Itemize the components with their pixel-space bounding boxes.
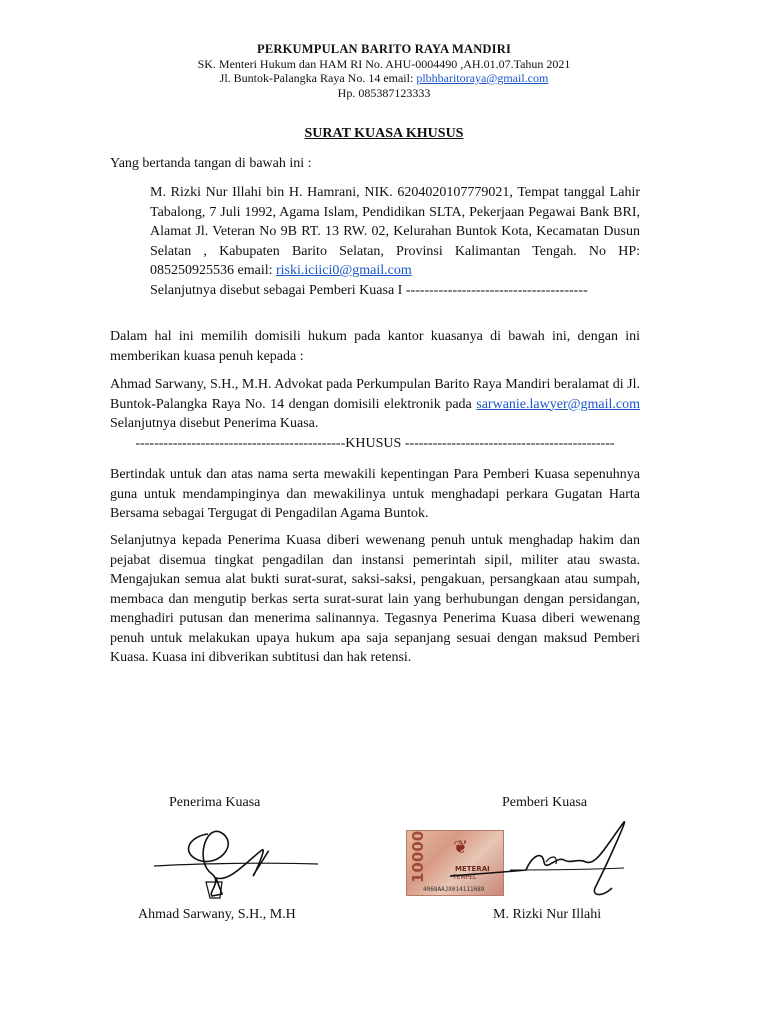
grantor-sign-label: Pemberi Kuasa <box>502 795 588 810</box>
address-line <box>0 71 768 86</box>
stamp-label-meterai: METERAI <box>455 865 490 873</box>
grantor-designation: Selanjutnya disebut sebagai Pemberi Kuasa I --------------------------------------- <box>150 282 588 298</box>
grantor-name: M. Rizki Nur Illahi <box>493 907 602 922</box>
grantee-suffix: Selanjutnya disebut Penerima Kuasa. <box>110 416 319 431</box>
grantee-sign-label: Penerima Kuasa <box>169 795 261 810</box>
decree-line: SK. Menteri Hukum dan HAM RI No. AHU-0004490 ,AH.01.07.Tahun 2021 <box>197 56 571 71</box>
grantor-details <box>150 183 640 281</box>
grantee-text: Ahmad Sarwany, S.H., M.H. Advokat pada Perkumpulan Barito Raya Mandiri beralamat di Jl. Buntok-Palangka Raya No. 14 dengan domisili elektronik pada <box>110 377 640 412</box>
intro-text: Yang bertanda tangan di bawah ini : <box>110 156 312 171</box>
grantee-block <box>110 375 640 434</box>
document-title: SURAT KUASA KHUSUS <box>304 126 464 141</box>
khusus-separator: ---------------------------------------------KHUSUS --------------------------------------------- <box>135 436 615 451</box>
grantor-block <box>110 183 640 300</box>
paragraph-authority: Selanjutnya kepada Penerima Kuasa diberi wewenang penuh untuk menghadap hakim dan pejabat disemua tingkat pengadilan dan instansi pemerintah sipil, militer atau swasta. Mengajukan semua alat bukti surat-surat, saksi-saksi, pengakuan, persangkaan atau sumpah, membaca dan mengutip berkas serta surat-surat lain yang berhubungan dengan persidangan, menghadiri putusan dan menerima salinannya. Tegasnya Penerima Kuasa diberi wewenang penuh untuk melakukan upaya hukum apa saja sepanjang sesuai dengan maksud Pemberi Kuasa. Kuasa ini dibverikan subtitusi dan hak retensi. <box>110 533 640 665</box>
letterhead <box>0 42 768 100</box>
grantor-email-link[interactable]: riski.iciici0@gmail.com <box>276 263 412 278</box>
stamp-label-tempel: TEMPEL <box>453 874 477 881</box>
stamp-value: 10000 <box>409 830 427 883</box>
paragraph-mandate: Bertindak untuk dan atas nama serta mewakili kepentingan Para Pemberi Kuasa sepenuhnya guna untuk mendampinginya dan mewakilinya untuk menghadapi perkara Gugatan Harta Bersama sebagai Tergugat di Pengadilan Agama Buntok. <box>110 467 640 521</box>
grantor-text: M. Rizki Nur Illahi bin H. Hamrani, NIK. 6204020107779021, Tempat tanggal Lahir Tabalong, 7 Juli 1992, Agama Islam, Pendidikan SLTA, Pekerjaan Pegawai Bank BRI, Alamat Jl. Veteran No 9B RT. 13 RW. 02, Kelurahan Buntok Kota, Kecamatan Dusun Selatan , Kabupaten Barito Selatan, Provinsi Kalimantan Tengah. No HP: 085250925536 email: <box>150 185 640 278</box>
grantor-signature <box>446 816 636 906</box>
grantee-signature <box>150 822 320 900</box>
grantee-email-link[interactable]: sarwanie.lawyer@gmail.com <box>476 396 640 412</box>
org-email-link[interactable]: plbhbaritoraya@gmail.com <box>416 71 549 85</box>
organization-name: PERKUMPULAN BARITO RAYA MANDIRI <box>256 42 512 56</box>
grantee-name: Ahmad Sarwany, S.H., M.H <box>138 907 296 922</box>
garuda-emblem-icon: ❦ <box>453 837 469 857</box>
grantee-details <box>110 375 640 434</box>
domicile-text: Dalam hal ini memilih domisili hukum pada kantor kuasanya di bawah ini, dengan ini memberikan kuasa penuh kepada : <box>110 329 640 364</box>
phone-line: Hp. 085387123333 <box>337 85 431 100</box>
stamp-serial: 4068AAJX014111689 <box>423 886 485 893</box>
address-text: Jl. Buntok-Palangka Raya No. 14 email: <box>219 71 417 85</box>
